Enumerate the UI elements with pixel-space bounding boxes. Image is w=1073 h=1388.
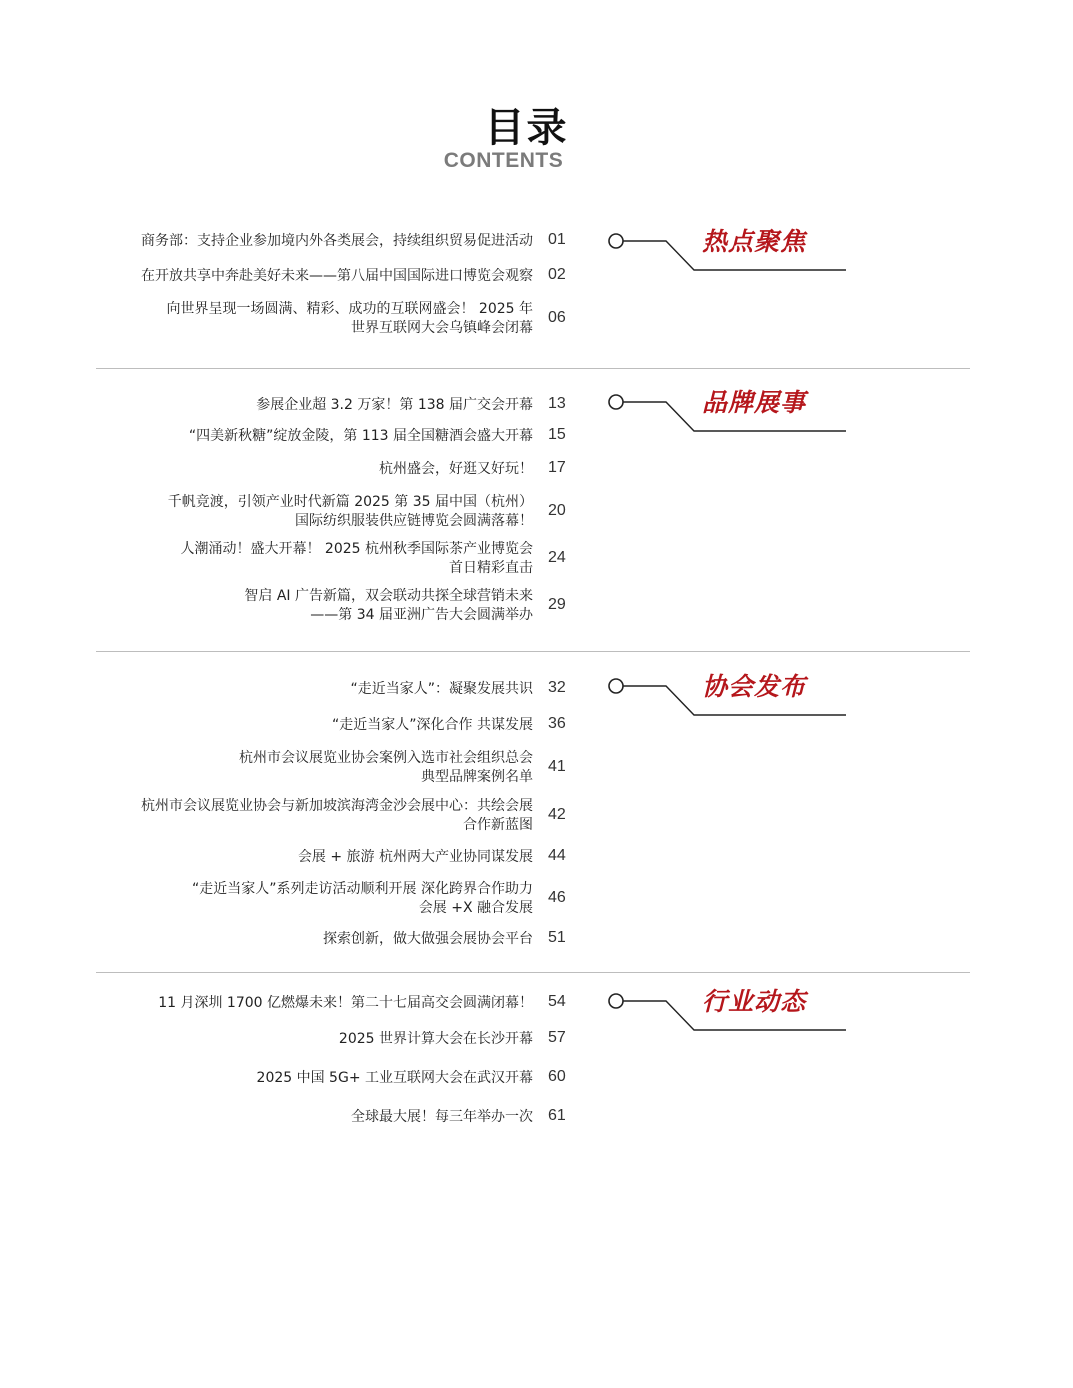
entry-title-line: “走近当家人”系列走访活动顺利开展 深化跨界合作助力 [192, 881, 533, 897]
entry-title-line: 2025 世界计算大会在长沙开幕 [338, 1030, 533, 1047]
entry-title [323, 930, 533, 949]
section-divider [96, 651, 970, 652]
entry-page-number: 15 [548, 426, 566, 443]
toc-entry[interactable] [0, 930, 1073, 949]
entry-title [239, 749, 533, 787]
entry-title-line: 千帆竞渡，引领产业时代新篇 2025 第 35 届中国（杭州） [167, 494, 533, 510]
entry-title [141, 232, 533, 251]
entry-title-line: 世界互联网大会乌镇峰会闭幕 [351, 320, 533, 336]
entry-page-number: 61 [548, 1107, 566, 1124]
toc-entry[interactable] [0, 460, 1073, 479]
entry-title-line: 合作新蓝图 [463, 817, 533, 833]
entry-page-number: 01 [548, 231, 566, 248]
toc-entry[interactable] [0, 493, 1073, 531]
entry-title [257, 1069, 533, 1088]
entry-page-number: 13 [548, 395, 566, 412]
entry-title-line: 2025 中国 5G+ 工业互联网大会在武汉开幕 [256, 1069, 533, 1086]
entry-title [141, 797, 533, 835]
section-divider [96, 972, 970, 973]
toc-entry[interactable] [0, 587, 1073, 625]
entry-title [180, 540, 533, 578]
entry-title [351, 1108, 533, 1127]
toc-entry[interactable] [0, 1030, 1073, 1049]
section-title: 行业动态 [702, 987, 807, 1016]
entry-title [350, 680, 533, 699]
entry-page-number: 02 [548, 266, 566, 283]
entry-page-number: 51 [548, 929, 566, 946]
entry-page-number: 29 [548, 596, 566, 613]
entry-page-number: 36 [548, 715, 566, 732]
entry-title-line: 全球最大展！每三年举办一次 [351, 1108, 533, 1125]
entry-page-number: 42 [548, 806, 566, 823]
toc-entry[interactable] [0, 1069, 1073, 1088]
toc-entry[interactable] [0, 396, 1073, 415]
entry-title [379, 460, 533, 479]
entry-title [256, 396, 533, 415]
entry-title-line: 会展 +X 融合发展 [418, 900, 533, 916]
entry-page-number: 44 [548, 847, 566, 864]
section-title: 热点聚焦 [702, 227, 807, 256]
entry-page-number: 54 [548, 993, 566, 1010]
entry-title [189, 427, 533, 446]
toc-entry[interactable] [0, 716, 1073, 735]
toc-entry[interactable] [0, 540, 1073, 578]
entry-title-line: 典型品牌案例名单 [421, 769, 533, 785]
entry-title-line: 在开放共享中奔赴美好未来——第八届中国国际进口博览会观察 [141, 267, 533, 284]
entry-title-line: 国际纺织服装供应链博览会圆满落幕！ [295, 513, 533, 529]
entry-title-line: 杭州市会议展览业协会案例入选市社会组织总会 [239, 750, 533, 766]
entry-page-number: 20 [548, 502, 566, 519]
toc-entry[interactable] [0, 797, 1073, 835]
entry-title-line: 杭州市会议展览业协会与新加坡滨海湾金沙会展中心：共绘会展 [141, 798, 533, 814]
entry-title [168, 493, 533, 531]
entry-page-number: 41 [548, 758, 566, 775]
entry-title-line: 商务部：支持企业参加境内外各类展会，持续组织贸易促进活动 [141, 232, 533, 249]
entry-page-number: 32 [548, 679, 566, 696]
section-title: 品牌展事 [702, 388, 807, 417]
entry-title-line: 首日精彩直击 [449, 560, 533, 576]
entry-title-line: “四美新秋糖”绽放金陵，第 113 届全国糖酒会盛大开幕 [188, 427, 533, 444]
entry-title [244, 587, 533, 625]
entry-title [339, 1030, 533, 1049]
page-subtitle: CONTENTS [443, 149, 564, 172]
entry-title-line: ——第 34 届亚洲广告大会圆满举办 [310, 607, 533, 623]
toc-entry[interactable] [0, 1108, 1073, 1127]
toc-entry[interactable] [0, 848, 1073, 867]
toc-entry[interactable] [0, 300, 1073, 338]
entry-page-number: 46 [548, 889, 566, 906]
entry-title-line: “走近当家人”：凝聚发展共识 [350, 680, 533, 697]
entry-page-number: 24 [548, 549, 566, 566]
toc-entry[interactable] [0, 749, 1073, 787]
entry-page-number: 60 [548, 1068, 566, 1085]
entry-title-line: 探索创新，做大做强会展协会平台 [323, 930, 533, 947]
entry-title [332, 716, 533, 735]
entry-title [158, 994, 533, 1013]
toc-entry[interactable] [0, 994, 1073, 1013]
entry-title [192, 880, 533, 918]
entry-title-line: 参展企业超 3.2 万家！第 138 届广交会开幕 [256, 396, 533, 413]
entry-title [298, 848, 533, 867]
toc-entry[interactable] [0, 680, 1073, 699]
entry-page-number: 17 [548, 459, 566, 476]
entry-page-number: 06 [548, 309, 566, 326]
entry-page-number: 57 [548, 1029, 566, 1046]
entry-title-line: 智启 AI 广告新篇，双会联动共探全球营销未来 [244, 588, 533, 604]
toc-entry[interactable] [0, 880, 1073, 918]
entry-title-line: 人潮涌动！盛大开幕！ 2025 杭州秋季国际茶产业博览会 [180, 541, 533, 557]
entry-title-line: 杭州盛会，好逛又好玩！ [379, 460, 533, 477]
entry-title-line: “走近当家人”深化合作 共谋发展 [332, 716, 533, 733]
entry-title-line: 会展 + 旅游 杭州两大产业协同谋发展 [297, 848, 533, 865]
toc-entry[interactable] [0, 232, 1073, 251]
section-divider [96, 368, 970, 369]
entry-title-line: 11 月深圳 1700 亿燃爆未来！第二十七届高交会圆满闭幕！ [158, 994, 533, 1011]
toc-entry[interactable] [0, 427, 1073, 446]
entry-title [166, 300, 533, 338]
toc-entry[interactable] [0, 267, 1073, 286]
section-title: 协会发布 [702, 672, 807, 701]
entry-title [141, 267, 533, 286]
page-title: 目录 [484, 105, 569, 151]
entry-title-line: 向世界呈现一场圆满、精彩、成功的互联网盛会！ 2025 年 [166, 301, 533, 317]
